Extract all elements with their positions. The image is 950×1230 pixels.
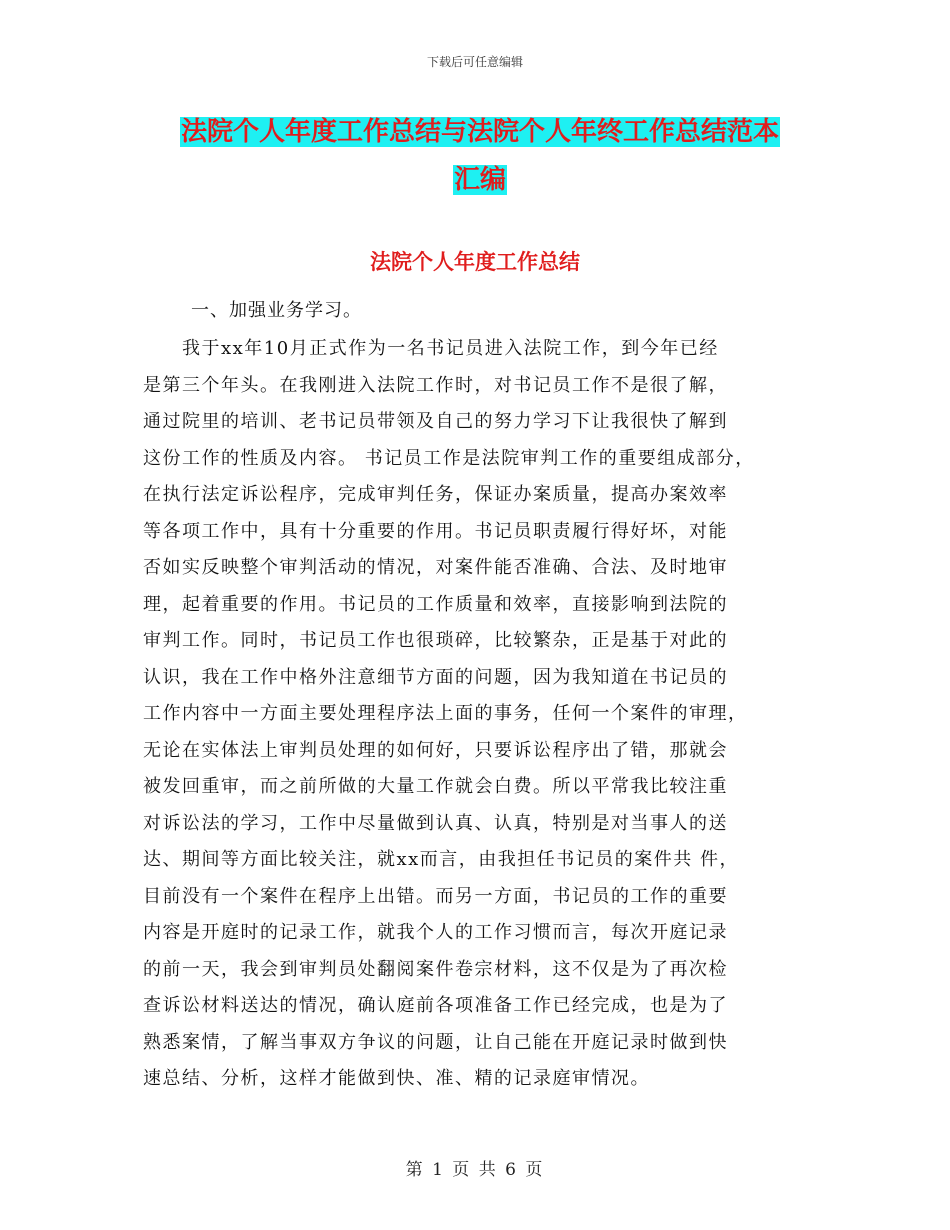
section-heading: 一、加强业务学习。 <box>191 300 362 321</box>
text-line: 认识，我在工作中格外注意细节方面的问题，因为我知道在书记员的 <box>143 666 728 688</box>
text-line: 熟悉案情，了解当事双方争议的问题，让自己能在开庭记录时做到快 <box>143 1031 728 1053</box>
text-line: 通过院里的培训、老书记员带领及自己的努力学习下让我很快了解到 <box>143 411 728 432</box>
text-line: 否如实反映整个审判活动的情况，对案件能否准确、合法、及时地审 <box>143 557 728 578</box>
section-title: 法院个人年度工作总结 <box>370 249 580 274</box>
text-line: 被发回重审，而之前所做的大量工作就会白费。所以平常我比较注重 <box>143 776 728 797</box>
text-line: 内容是开庭时的记录工作，就我个人的工作习惯而言，每次开庭记录 <box>143 922 728 943</box>
page-footer: 第 1 页 共 6 页 <box>405 1160 545 1180</box>
text-line: 达、期间等方面比较关注，就xx而言，由我担任书记员的案件共 件， <box>143 849 740 870</box>
text-line: 等各项工作中，具有十分重要的作用。书记员职责履行得好坏，对能 <box>143 520 728 542</box>
text-line: 是第三个年头。在我刚进入法院工作时，对书记员工作不是很了解， <box>143 374 728 396</box>
text-line: 的前一天，我会到审判员处翻阅案件卷宗材料，这不仅是为了再次检 <box>143 958 728 980</box>
text-line: 这份工作的性质及内容。 书记员工作是法院审判工作的重要组成部分， <box>143 447 755 469</box>
header-note: 下载后可任意编辑 <box>426 55 523 69</box>
text-line: 审判工作。同时，书记员工作也很琐碎，比较繁杂，正是基于对此的 <box>143 630 728 651</box>
body-paragraph <box>143 331 823 1098</box>
document-title <box>130 108 830 204</box>
text-line: 速总结、分析，这样才能做到快、准、精的记录庭审情况。 <box>143 1068 650 1089</box>
text-line: 我于xx年10月正式作为一名书记员进入法院工作，到今年已经 <box>143 338 719 359</box>
document-title-line: 法院个人年度工作总结与法院个人年终工作总结范本 <box>180 117 779 147</box>
text-line: 工作内容中一方面主要处理程序法上面的事务，任何一个案件的审理， <box>143 703 748 724</box>
text-line: 目前没有一个案件在程序上出错。而另一方面，书记员的工作的重要 <box>143 885 728 907</box>
text-line: 理，起着重要的作用。书记员的工作质量和效率，直接影响到法院的 <box>143 593 728 615</box>
text-line: 对诉讼法的学习，工作中尽量做到认真、认真，特别是对当事人的送 <box>143 812 728 834</box>
document-title-line: 汇编 <box>453 165 506 195</box>
text-line: 在执行法定诉讼程序，完成审判任务，保证办案质量，提高办案效率 <box>143 484 728 505</box>
text-line: 查诉讼材料送达的情况，确认庭前各项准备工作已经完成，也是为了 <box>143 995 728 1016</box>
text-line: 无论在实体法上审判员处理的如何好，只要诉讼程序出了错，那就会 <box>143 739 728 761</box>
